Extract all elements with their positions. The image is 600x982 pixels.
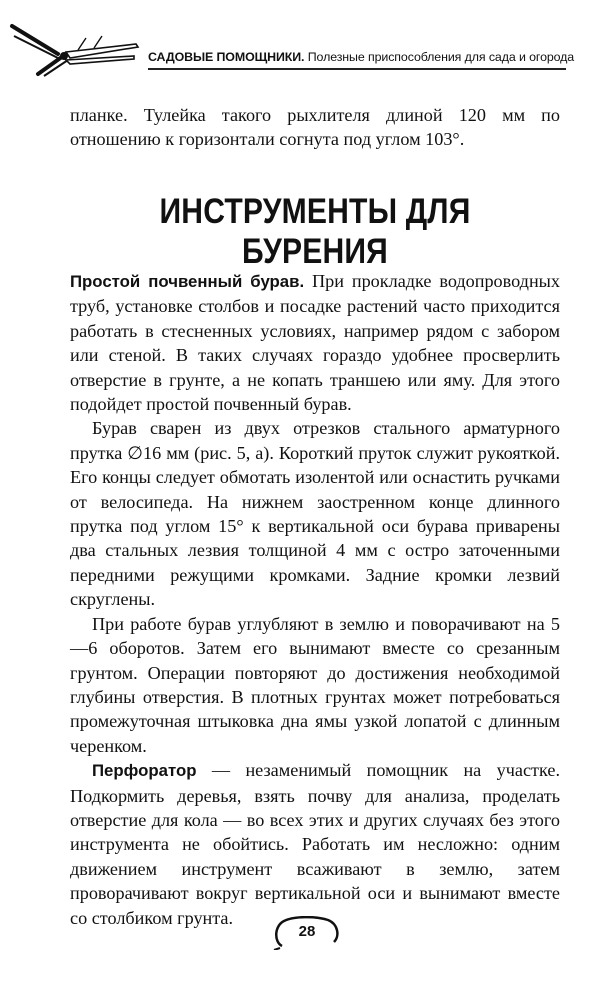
header-divider <box>148 68 566 70</box>
paragraph <box>70 416 560 611</box>
page-number: 28 <box>298 923 316 940</box>
header-series: САДОВЫЕ ПОМОЩНИКИ. <box>148 50 305 64</box>
running-header <box>0 0 600 90</box>
paragraph-lead: Простой почвенный бурав. <box>70 272 305 291</box>
section-body <box>70 269 560 930</box>
paragraph <box>70 612 560 758</box>
header-subtitle: Полезные приспособления для сада и огорода <box>307 50 575 64</box>
intro-paragraph: планке. Тулейка такого рыхлителя длиной 120 мм по отношению к горизонтали согнута под углом 103°. <box>70 105 560 150</box>
intro-text <box>70 103 560 152</box>
paragraph-text: При прокладке водопроводных труб, установке столбов и посадке растений часто приходится работать в стесненных условиях, например рядом с забором или стеной. В таких случаях гораздо удобнее просверлить отверстие в грунте, а не копать траншею или яму. Для этого подойдет простой почвенный бурав. <box>70 271 560 415</box>
paragraph-text: — незаменимый помощник на участке. Подкормить деревья, взять почву для анализа, проделать отверстие для кола — во всех этих и других случаях без этого инструмента не обойтись. Работать им несложно: одним движением инструмент всаживают в землю, затем проворачивают вокруг вертикальной оси и вынимают вместе со столбиком грунта. <box>70 760 560 928</box>
header-title <box>148 50 575 64</box>
paragraph <box>70 269 560 416</box>
paragraph-text: Бурав сварен из двух отрезков стального арматурного прутка ∅16 мм (рис. 5, а). Короткий пруток служит рукояткой. Его концы следует обмотать изолентой или оснастить ручками от велосипеда. На нижнем заостренном конце длинного прутка под углом 15° к вертикальной оси бурава приварены два стальных лезвия толщиной 4 мм с остро заточенными передними режущими кромками. Задние кромки лезвий скруглены. <box>70 418 560 610</box>
paragraph-lead: Перфоратор <box>92 761 197 781</box>
section-title: ИНСТРУМЕНТЫ ДЛЯ БУРЕНИЯ <box>159 192 471 271</box>
paragraph <box>70 758 560 930</box>
paragraph-text: При работе бурав углубляют в землю и поворачивают на 5—6 оборотов. Затем его вынимают вместе со срезанным грунтом. Операции повторяют до достижения необходимой глубины отверстия. В плотных грунтах может потребоваться промежуточная штыковка дна ямы узкой лопатой с длинным черенком. <box>70 613 560 756</box>
page-number-badge <box>272 916 342 950</box>
garden-shears-icon <box>8 14 140 78</box>
